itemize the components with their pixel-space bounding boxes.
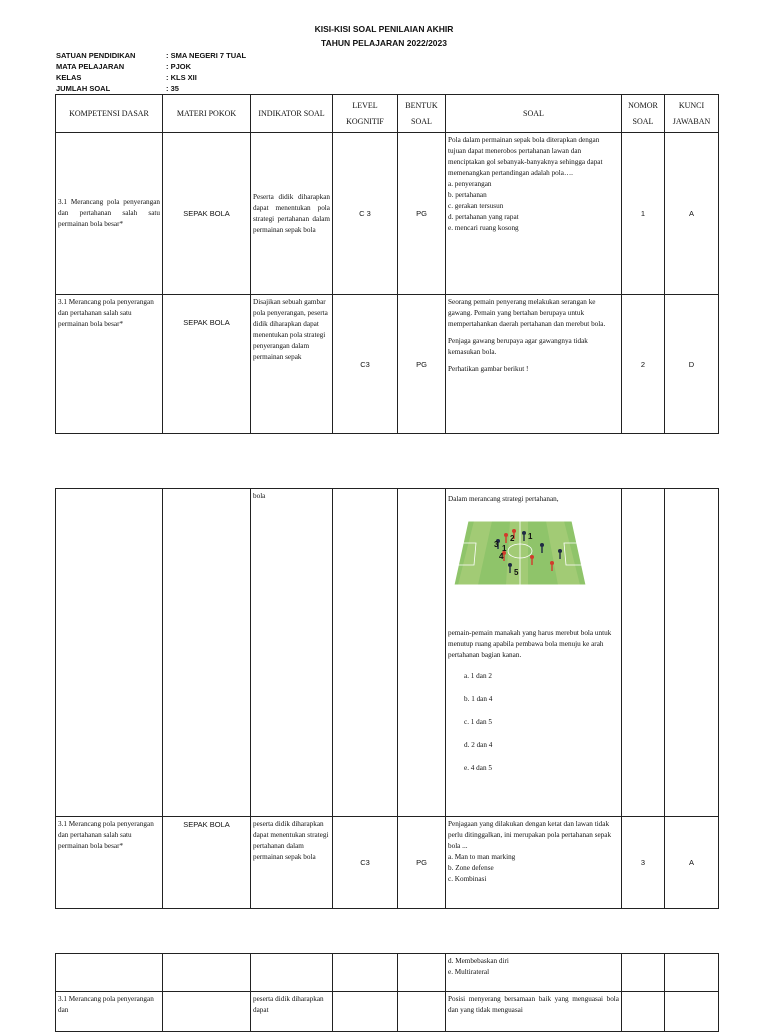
- kunci-cell: [665, 954, 719, 992]
- level-cell: C3: [333, 817, 398, 909]
- kd-cell: 3.1 Merancang pola penyerangan dan pertahanan salah satu permainan bola besar*: [56, 295, 163, 434]
- soccer-field-image: [454, 513, 586, 588]
- grid-table-3: [55, 953, 719, 1032]
- nomor-cell: 2: [622, 295, 665, 434]
- meta-label: MATA PELAJARAN: [56, 62, 125, 71]
- level-cell: [333, 992, 398, 1032]
- table-row: [56, 817, 719, 909]
- indikator-cell: peserta didik diharapkan dapat menentukan strategi pertahanan dalam permainan sepak bola: [251, 817, 333, 909]
- answer-option: e. mencari ruang kosong: [448, 224, 519, 232]
- table-row: [56, 954, 719, 992]
- materi-cell: [163, 489, 251, 817]
- document-subtitle: TAHUN PELAJARAN 2022/2023: [321, 38, 447, 48]
- answer-option: e. Multirateral: [448, 968, 490, 976]
- kd-cell: [56, 489, 163, 817]
- answer-option: a. 1 dan 2: [464, 672, 492, 680]
- question-paragraph: Perhatikan gambar berikut !: [448, 365, 529, 373]
- question-text: Dalam merancang strategi pertahanan,: [448, 495, 559, 503]
- materi-cell: SEPAK BOLA: [163, 133, 251, 295]
- header-row: [56, 95, 719, 133]
- meta-value: : KLS XII: [166, 73, 197, 82]
- soal-cell: [446, 295, 622, 434]
- answer-option: d. pertahanan yang rapat: [448, 213, 519, 221]
- answer-option: c. Kombinasi: [448, 875, 487, 883]
- meta-label: KELAS: [56, 73, 82, 82]
- bentuk-cell: [398, 954, 446, 992]
- soal-cell: [446, 489, 622, 817]
- header-soal: SOAL: [446, 95, 622, 133]
- kd-cell: 3.1 Merancang pola penyerangan dan: [56, 992, 163, 1032]
- kd-cell: [56, 954, 163, 992]
- kunci-cell: A: [665, 817, 719, 909]
- table-row: [56, 992, 719, 1032]
- kunci-cell: A: [665, 133, 719, 295]
- meta-value: : SMA NEGERI 7 TUAL: [166, 51, 247, 60]
- bentuk-cell: PG: [398, 817, 446, 909]
- level-cell: [333, 954, 398, 992]
- soal-cell: Posisi menyerang bersamaan baik yang menguasai bola dan yang tidak menguasai: [446, 992, 622, 1032]
- indikator-cell: bola: [251, 489, 333, 817]
- nomor-cell: 1: [622, 133, 665, 295]
- indikator-cell: Disajikan sebuah gambar pola penyerangan, peserta didik diharapkan dapat menentukan pola strategi penyerangan dalam permainan sepak: [251, 295, 333, 434]
- answer-option: c. 1 dan 5: [464, 718, 492, 726]
- answer-option: b. pertahanan: [448, 191, 487, 199]
- meta-label: JUMLAH SOAL: [56, 84, 111, 93]
- soal-cell: [446, 817, 622, 909]
- answer-option: a. Man to man marking: [448, 853, 516, 861]
- answer-option: e. 4 dan 5: [464, 764, 492, 772]
- header-bentuk: BENTUK SOAL: [398, 95, 446, 133]
- kunci-cell: [665, 489, 719, 817]
- grid-table-1: [55, 94, 719, 434]
- kunci-cell: D: [665, 295, 719, 434]
- grid-table-2: [55, 488, 719, 909]
- kd-cell: 3.1 Merancang pola penyerangan dan pertahanan salah satu permainan bola besar*: [56, 817, 163, 909]
- header-kd: KOMPETENSI DASAR: [56, 95, 163, 133]
- indikator-cell: Peserta didik diharapkan dapat menentukan pola strategi pertahanan dalam permainan sepak bola: [251, 133, 333, 295]
- meta-value: : PJOK: [166, 62, 192, 71]
- nomor-cell: [622, 954, 665, 992]
- field-number: 4: [499, 552, 504, 561]
- question-paragraph: Seorang pemain penyerang melakukan serangan ke gawang. Pemain yang bertahan berupaya untuk mempertahankan daerah pertahanan dan merebut bola.: [448, 298, 606, 328]
- meta-label: SATUAN PENDIDIKAN: [56, 51, 136, 60]
- nomor-cell: [622, 992, 665, 1032]
- header-level: LEVEL KOGNITIF: [333, 95, 398, 133]
- field-number: 1: [528, 532, 533, 541]
- soal-cell: [446, 133, 622, 295]
- materi-cell: SEPAK BOLA: [163, 817, 251, 909]
- materi-cell: SEPAK BOLA: [163, 295, 251, 434]
- bentuk-cell: PG: [398, 133, 446, 295]
- table-row: [56, 489, 719, 817]
- bentuk-cell: [398, 992, 446, 1032]
- table-row: [56, 295, 719, 434]
- document-title: KISI-KISI SOAL PENILAIAN AKHIR: [314, 24, 454, 34]
- materi-cell: [163, 954, 251, 992]
- answer-option: b. 1 dan 4: [464, 695, 493, 703]
- level-cell: C 3: [333, 133, 398, 295]
- answer-option: b. Zone defense: [448, 864, 494, 872]
- question-text: pemain-pemain manakah yang harus merebut bola untuk menutup ruang apabila pembawa bola menuju ke arah pertahanan bagian kanan.: [448, 629, 612, 659]
- kd-cell: 3.1 Merancang pola penyerangan dan pertahanan salah satu permainan bola besar*: [56, 133, 163, 295]
- indikator-cell: peserta didik diharapkan dapat: [251, 992, 333, 1032]
- answer-option: d. 2 dan 4: [464, 741, 493, 749]
- field-number: 2: [510, 534, 515, 543]
- answer-option: d. Membebaskan diri: [448, 957, 509, 965]
- table-row: [56, 133, 719, 295]
- header-kunci: KUNCI JAWABAN: [665, 95, 719, 133]
- header-nomor: NOMOR SOAL: [622, 95, 665, 133]
- nomor-cell: 3: [622, 817, 665, 909]
- question-text: Pola dalam permainan sepak bola diterapkan dengan tujuan dapat menerobos pertahanan lawan dan menciptakan gol sebanyak-banyaknya sehingga dapat memenangkan pertandingan adalah pola….: [448, 136, 603, 177]
- meta-block: [56, 50, 246, 94]
- question-paragraph: Penjaga gawang berupaya agar gawangnya tidak kemasukan bola.: [448, 337, 588, 356]
- field-number: 3: [494, 540, 499, 549]
- indikator-cell: [251, 954, 333, 992]
- answer-option: a. penyerangan: [448, 180, 492, 188]
- bentuk-cell: [398, 489, 446, 817]
- header-indikator: INDIKATOR SOAL: [251, 95, 333, 133]
- bentuk-cell: PG: [398, 295, 446, 434]
- nomor-cell: [622, 489, 665, 817]
- answer-option: c. gerakan tersusun: [448, 202, 504, 210]
- level-cell: [333, 489, 398, 817]
- question-text: Penjagaan yang dilakukan dengan ketat dan lawan tidak perlu ditinggalkan, ini merupakan pola pertahanan sepak bola ...: [448, 820, 612, 850]
- meta-value: : 35: [166, 84, 179, 93]
- field-number: 1: [502, 544, 507, 553]
- soal-cell: [446, 954, 622, 992]
- header-materi: MATERI POKOK: [163, 95, 251, 133]
- materi-cell: [163, 992, 251, 1032]
- field-number: 5: [514, 568, 519, 577]
- level-cell: C3: [333, 295, 398, 434]
- kunci-cell: [665, 992, 719, 1032]
